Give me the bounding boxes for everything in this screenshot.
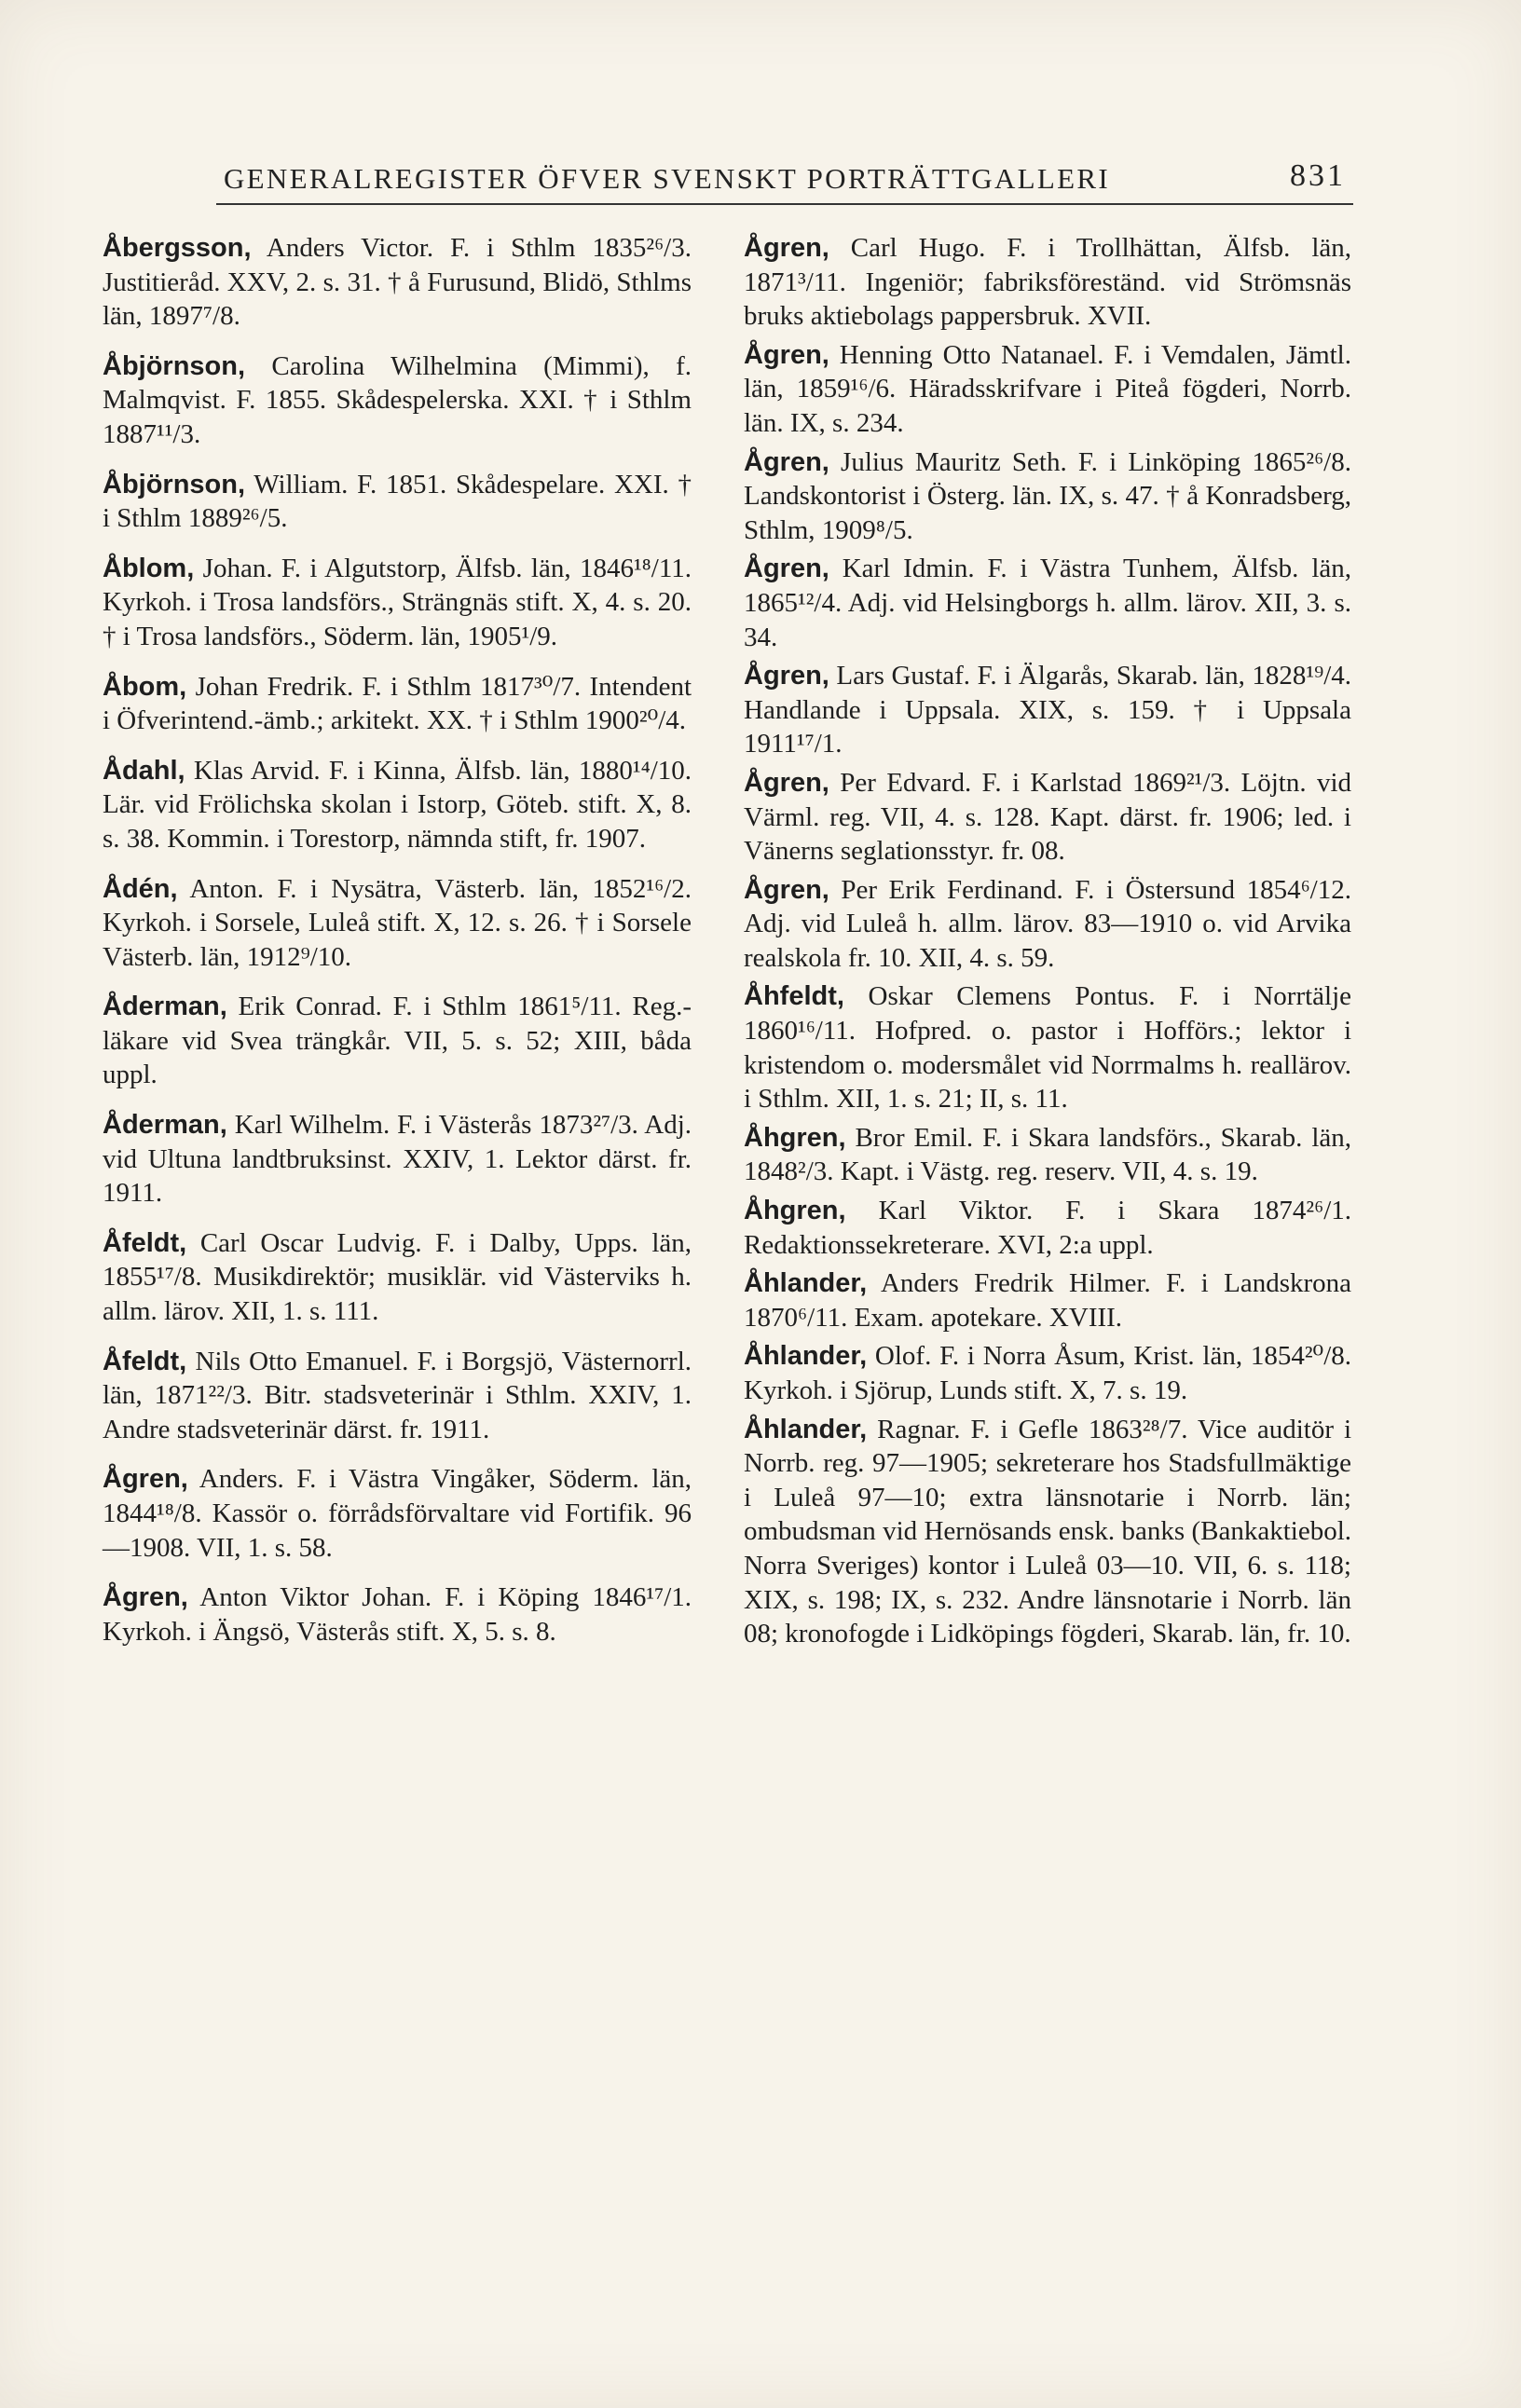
entry-text: Julius Mauritz Seth. F. i Linköping 1865²⁶/8. Landskontorist i Österg. län. IX, s. 47. † å Konradsberg, Sthlm, 1909⁸/5.: [744, 446, 1351, 545]
entry-surname: Åfeldt,: [103, 1346, 187, 1376]
entry-text: Lars Gustaf. F. i Älgarås, Skarab. län, 1828¹⁹/4. Handlande i Uppsala. XIX, s. 159. † i Uppsala 1911¹⁷/1.: [744, 661, 1352, 759]
entry-surname: Åfeldt,: [103, 1227, 187, 1258]
entry-text: Erik Conrad. F. i Sthlm 1861⁵/11. Reg.-läkare vid Svea trängkår. VII, 5. s. 52; XIII, båda uppl.: [103, 992, 692, 1090]
register-entry: [103, 1345, 692, 1447]
entry-text: Anton. F. i Nysätra, Västerb. län, 1852¹⁶/2. Kyrkoh. i Sorsele, Luleå stift. X, 12. s. 26. † i Sorsele Västerb. län, 1912⁹/10.: [103, 873, 692, 972]
entry-surname: Åbjörnson,: [103, 350, 246, 381]
entry-text: Karl Idmin. F. i Västra Tunhem, Älfsb. län, 1865¹²/4. Adj. vid Helsingborgs h. allm. lärov. XII, 3. s. 34.: [744, 554, 1352, 652]
register-entry: [744, 766, 1351, 869]
entry-text: Oskar Clemens Pontus. F. i Norrtälje 1860¹⁶/11. Hofpred. o. pastor i Hofförs.; lektor i kristendom o. modersmålet vid Norrmalms h. reallärov. i Sthlm. XII, 1. s. 21; II, s. 11.: [744, 981, 1352, 1115]
register-entry: [744, 1194, 1351, 1262]
entry-text: Anders Fredrik Hilmer. F. i Landskrona 1870⁶/11. Exam. apotekare. XVIII.: [744, 1268, 1352, 1333]
entry-surname: Åhlander,: [744, 1268, 868, 1299]
entry-text: Karl Wilhelm. F. i Västerås 1873²⁷/3. Adj. vid Ultuna landtbruksinst. XXIV, 1. Lektor därst. fr. 1911.: [103, 1110, 692, 1209]
entry-text: Anton Viktor Johan. F. i Köping 1846¹⁷/1. Kyrkoh. i Ängsö, Västerås stift. X, 5. s. 8.: [103, 1582, 692, 1647]
entry-surname: Åblom,: [103, 553, 195, 583]
entry-text: Klas Arvid. F. i Kinna, Älfsb. län, 1880¹⁴/10. Lär. vid Frölichska skolan i Istorp, Göteb. stift. X, 8. s. 38. Kommin. i Torestorp, nämnda stift, fr. 1907.: [103, 755, 692, 854]
register-entry: [744, 1339, 1351, 1407]
entry-surname: Åhlander,: [744, 1341, 868, 1372]
entry-surname: Åbergsson,: [103, 233, 252, 263]
register-entry: [103, 1580, 692, 1649]
entry-text: Olof. F. i Norra Åsum, Krist. län, 1854²⁰/8. Kyrkoh. i Sjörup, Lunds stift. X, 7. s. 19.: [744, 1341, 1351, 1405]
entry-text: Ragnar. F. i Gefle 1863²⁸/7. Vice auditör i Norrb. reg. 97—1905; sekreterare hos Stadsfullmäktige i Luleå 97—10; extra länsnotarie i Norrb. län; ombudsman vid Hernösands ensk. banks (Bankaktiebol. Norra Sveriges) kontor i Luleå 03—10. VII, 6. s. 118; XIX, s. 198; IX, s. 232. Andre länsnotarie i Norrb. län 08; kronofogde i Lidköpings fögderi, Skarab. län, fr. 10.: [744, 1414, 1352, 1649]
entry-text: Anders. F. i Västra Vingåker, Söderm. län, 1844¹⁸/8. Kassör o. förrådsförvaltare vid Fortifik. 96—1908. VII, 1. s. 58.: [103, 1464, 692, 1563]
entry-surname: Ågren,: [744, 767, 829, 798]
register-entry: [103, 231, 692, 334]
entry-surname: Ågren,: [744, 661, 829, 691]
entry-text: Johan Fredrik. F. i Sthlm 1817³⁰/7. Intendent i Öfverintend.-ämb.; arkitekt. XX. † i Sthlm 1900²⁰/4.: [103, 671, 692, 736]
entry-surname: Ådén,: [103, 873, 178, 904]
entry-surname: Ågren,: [744, 874, 829, 905]
entry-surname: Ågren,: [103, 1582, 188, 1613]
entry-text: Johan. F. i Algutstorp, Älfsb. län, 1846¹⁸/11. Kyrkoh. i Trosa landsförs., Strängnäs stift. X, 4. s. 20. † i Trosa landsförs., Söderm. län, 1905¹/9.: [103, 553, 692, 651]
entry-surname: Ågren,: [103, 1464, 188, 1495]
entry-surname: Ågren,: [744, 233, 829, 263]
entry-surname: Åbom,: [103, 671, 187, 702]
entry-surname: Ågren,: [744, 554, 829, 584]
register-entry: [103, 990, 692, 1092]
register-entry: [103, 754, 692, 856]
entry-text: Nils Otto Emanuel. F. i Borgsjö, Västernorrl. län, 1871²²/3. Bitr. stadsveterinär i Sthlm. XXIV, 1. Andre stadsveterinär därst. fr. 1911.: [103, 1346, 692, 1444]
entry-surname: Åderman,: [103, 1110, 227, 1141]
entry-text: Carl Hugo. F. i Trollhättan, Älfsb. län, 1871³/11. Ingeniör; fabriksföreständ. vid Strömsnäs bruks aktiebolags pappersbruk. XVII.: [744, 233, 1352, 332]
entry-text: Carl Oscar Ludvig. F. i Dalby, Upps. län, 1855¹⁷/8. Musikdirektör; musiklär. vid Västerviks h. allm. lärov. XII, 1. s. 111.: [103, 1227, 692, 1327]
entry-surname: Ådahl,: [103, 755, 185, 786]
entry-text: Henning Otto Natanael. F. i Vemdalen, Jämtl. län, 1859¹⁶/6. Häradsskrifvare i Piteå fögderi, Norrb. län. IX, s. 234.: [744, 339, 1351, 438]
entry-surname: Ågren,: [744, 339, 829, 370]
left-column: [103, 231, 692, 1664]
register-entry: [744, 1413, 1351, 1651]
register-entry: [103, 1108, 692, 1211]
entry-surname: Åhfeldt,: [744, 981, 844, 1012]
register-entry: [744, 1266, 1351, 1334]
register-entry: [744, 445, 1351, 548]
running-title: GENERALREGISTER ÖFVER SVENSKT PORTRÄTTGALLERI: [224, 162, 1110, 195]
entry-text: William. F. 1851. Skådespelare. XXI. † i Sthlm 1889²⁶/5.: [103, 469, 692, 534]
entry-text: Per Erik Ferdinand. F. i Östersund 1854⁶/12. Adj. vid Luleå h. allm. lärov. 83—1910 o. vid Arvika realskola fr. 10. XII, 4. s. 59.: [744, 874, 1351, 973]
register-entry: [103, 670, 692, 738]
entry-text: Per Edvard. F. i Karlstad 1869²¹/3. Löjtn. vid Värml. reg. VII, 4. s. 128. Kapt. därst. fr. 1906; led. i Vänerns seglationsstyr. fr. 08.: [744, 767, 1352, 867]
entry-surname: Åhgren,: [744, 1196, 846, 1226]
entry-surname: Åhlander,: [744, 1414, 868, 1444]
entry-surname: Åhgren,: [744, 1122, 846, 1153]
register-entry: [103, 552, 692, 654]
entry-surname: Åbjörnson,: [103, 469, 246, 499]
entry-surname: Åderman,: [103, 992, 227, 1022]
register-entry: [744, 1121, 1351, 1189]
entry-surname: Ågren,: [744, 446, 829, 477]
register-entry: [744, 979, 1351, 1115]
entry-text: Carolina Wilhelmina (Mimmi), f. Malmqvist. F. 1855. Skådespelerska. XXI. † i Sthlm 1887¹¹/3.: [103, 350, 692, 449]
register-entry: [744, 552, 1351, 654]
entry-text: Anders Victor. F. i Sthlm 1835²⁶/3. Justitieråd. XXV, 2. s. 31. † å Furusund, Blidö, Sthlms län, 1897⁷/8.: [103, 233, 692, 332]
register-entry: [103, 872, 692, 975]
entry-text: Bror Emil. F. i Skara landsförs., Skarab. län, 1848²/3. Kapt. i Västg. reg. reserv. VII, 4. s. 19.: [744, 1122, 1351, 1187]
register-entry: [103, 468, 692, 536]
running-header: [216, 157, 1353, 205]
page-number: 831: [1290, 158, 1346, 193]
register-entry: [744, 338, 1351, 441]
entry-text: Karl Viktor. F. i Skara 1874²⁶/1. Redaktionssekreterare. XVI, 2:a uppl.: [744, 1196, 1351, 1260]
right-column: [744, 231, 1351, 1656]
register-entry: [103, 1226, 692, 1329]
register-entry: [744, 659, 1351, 761]
register-entry: [744, 873, 1351, 976]
register-entry: [103, 1462, 692, 1565]
register-entry: [103, 349, 692, 452]
register-entry: [744, 231, 1351, 334]
